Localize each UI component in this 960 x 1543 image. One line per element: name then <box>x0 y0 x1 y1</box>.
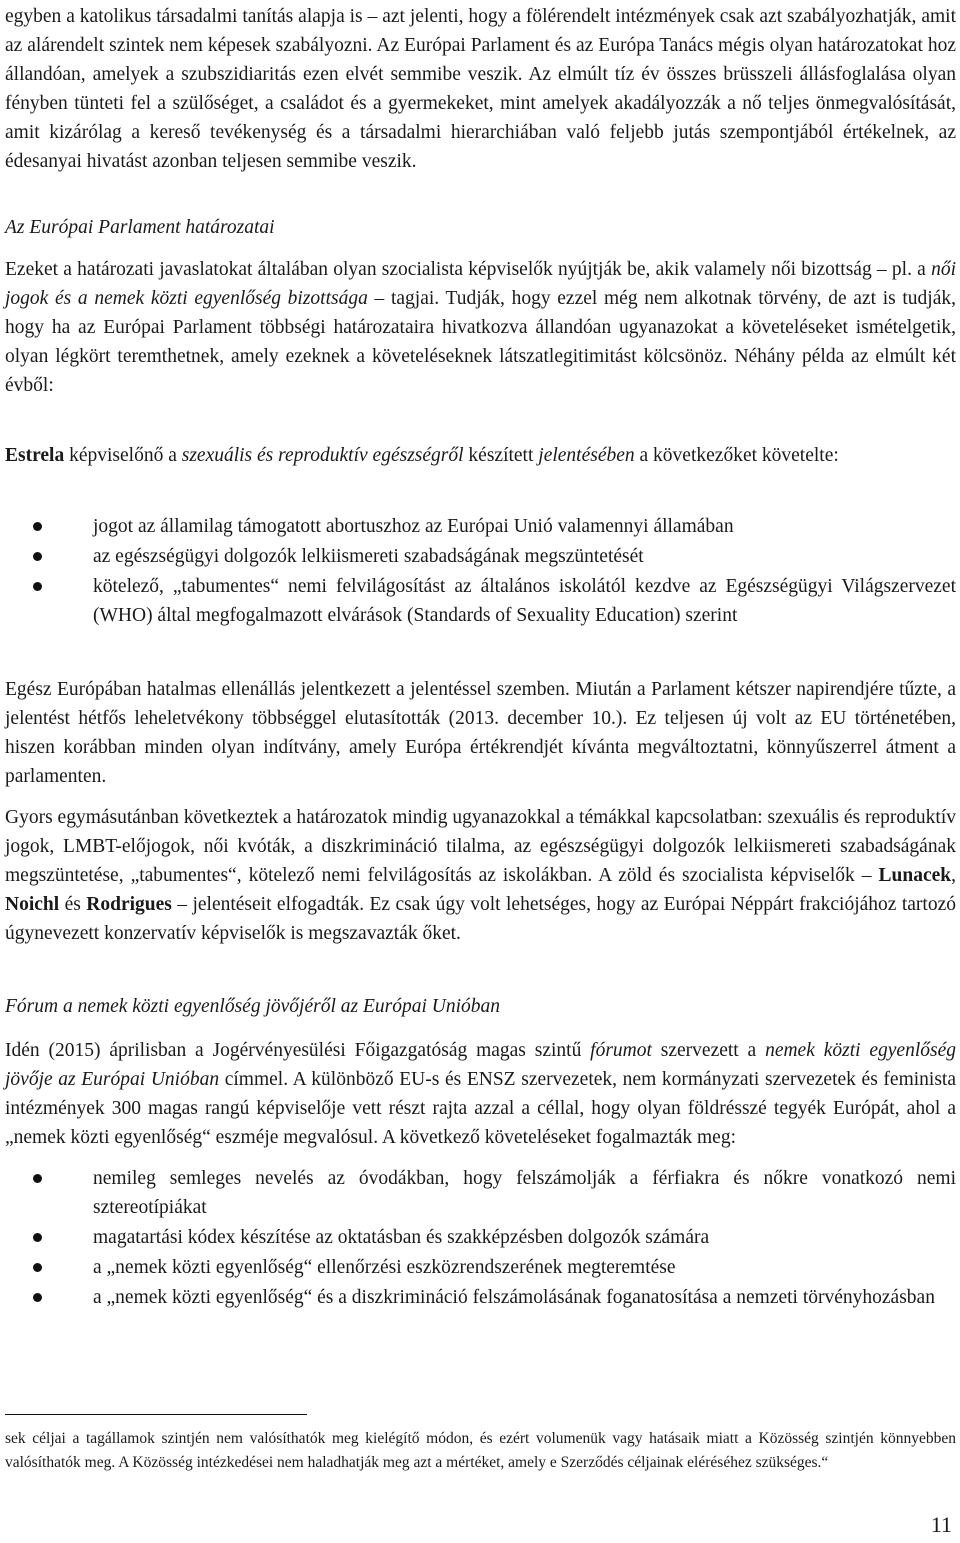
bullet-icon <box>33 1233 42 1242</box>
paragraph-resolutions: Ezeket a határozati javaslatokat általában olyan szocialista képviselők nyújtják be, akik valamely női bizottság – pl. a női jogok és a nemek közti egyenlőség bizottsága – tagjai. Tudják, hogy ezzel még nem alkotnak törvény, de azt is tudják, hogy ha az Európai Parlament többségi határozataira hivatkozva állandóan ugyanazokat a követeléseket ismételgetik, olyan légkört teremthetnek, amely ezeknek a követeléseknek látszatlegitimitást kölcsönöz. Néhány példa az elmúlt két évből: <box>5 259 957 396</box>
footnote-separator <box>5 1414 307 1415</box>
paragraph-forum: Idén (2015) áprilisban a Jogérvényesülési Főigazgatóság magas szintű fórumot szervezett a nemek közti egyenlőség jövője az Európai Unióban címmel. A különböző EU-s és ENSZ szervezetek, nem kormányzati szervezetek és feminista intézmények 300 magas rangú képviselője vett részt rajta azzal a céllal, hogy olyan földrésszé tegyék Európát, ahol a „nemek közti egyenlőség“ eszméje megvalósul. A következő követeléseket fogalmazták meg: <box>5 1040 956 1148</box>
paragraph-intro: egyben a katolikus társadalmi tanítás alapja is – azt jelenti, hogy a fölérendelt intézmények csak azt szabályozhatják, amit az alárendelt szintek nem képesek szabályozni. Az Európai Parlament és az Európa Tanács mégis olyan határozatokat hoz állandóan, amelyek a szubszidiaritás ezen elvét semmibe veszik. Az elmúlt tíz év összes brüsszeli állásfoglalása olyan fényben tünteti fel a szülőséget, a családot és a gyermekeket, mint amelyek akadályozzák a nő teljes önmegvalósítását, amit kizárólag a kereső tevékenység és a társadalmi hierarchiában való feljebb jutás szempontjából értékelnek, az édesanyai hivatást azonban teljesen semmibe veszik. <box>5 6 956 172</box>
bullet-icon <box>33 552 42 561</box>
list-item: a „nemek közti egyenlőség“ ellenőrzési eszközrendszerének megteremtése <box>5 1253 956 1282</box>
bullet-icon <box>33 1174 42 1183</box>
list-item: nemileg semleges nevelés az óvodákban, hogy felszámolják a férfiakra és nőkre vonatkozó nemi sztereotípiákat <box>5 1164 956 1222</box>
bullet-list-forum-demands <box>5 1164 956 1313</box>
list-item: kötelező, „tabumentes“ nemi felvilágosítást az általános iskolától kezdve az Egészségügyi Világszervezet (WHO) által megfogalmazott elvárások (Standards of Sexuality Education) szerint <box>5 572 956 630</box>
page-number: 11 <box>930 1512 952 1537</box>
list-item: magatartási kódex készítése az oktatásban és szakképzésben dolgozók számára <box>5 1223 956 1252</box>
bullet-icon <box>33 1263 42 1272</box>
bullet-list-estrela-demands <box>5 512 956 631</box>
list-item: a „nemek közti egyenlőség“ és a diszkrimináció felszámolásának foganatosítása a nemzeti törvényhozásban <box>5 1283 956 1312</box>
bullet-icon <box>33 522 42 531</box>
bullet-icon <box>33 1293 42 1302</box>
name-estrela: Estrela <box>5 445 65 466</box>
section-heading-parliament-resolutions: Az Európai Parlament határozatai <box>5 217 275 238</box>
list-item: az egészségügyi dolgozók lelkiismereti szabadságának megszüntetését <box>5 542 956 571</box>
paragraph-opposition: Egész Európában hatalmas ellenállás jelentkezett a jelentéssel szemben. Miután a Parlament kétszer napirendjére tűzte, a jelentést hétfős leheletvékony többséggel elutasították (2013. december 10.). Ez teljesen új volt az EU történetében, hiszen korábban minden olyan indítvány, amely Európa értékrendjét kívánta megváltoztatni, könnyűszerrel átment a parlamenten. <box>5 679 956 787</box>
list-item: jogot az államilag támogatott abortuszhoz az Európai Unió valamennyi államában <box>5 512 956 541</box>
paragraph-resolutions-series: Gyors egymásutánban következtek a határozatok mindig ugyanazokkal a témákkal kapcsolatban: szexuális és reproduktív jogok, LMBT-előjogok, női kvóták, a diszkrimináció tilalma, az egészségügyi dolgozók lelkiismereti szabadságának megszüntetése, „tabumentes“, kötelező nemi felvilágosítás az iskolákban. A zöld és szocialista képviselők – Lunacek, Noichl és Rodrigues – jelentéseit elfogadták. Ez csak úgy volt lehetséges, hogy az Európai Néppárt frakciójához tartozó úgynevezett konzervatív képviselők is megszavazták őket. <box>5 807 956 944</box>
paragraph-estrela: Estrela képviselőnő a szexuális és reproduktív egészségről készített jelentésében a következőket követelte: <box>5 445 839 466</box>
section-heading-forum: Fórum a nemek közti egyenlőség jövőjéről az Európai Unióban <box>5 996 500 1017</box>
bullet-icon <box>33 582 42 591</box>
footnote: sek céljai a tagállamok szintjén nem valósíthatók meg kielégítő módon, és ezért volumenük vagy hatásaik miatt a Közösség szintjén könnyebben valósíthatók meg. A Közösség intézkedései nem haladhatják meg azt a mértéket, amely e Szerződés céljainak eléréséhez szükséges.“ <box>5 1430 956 1471</box>
